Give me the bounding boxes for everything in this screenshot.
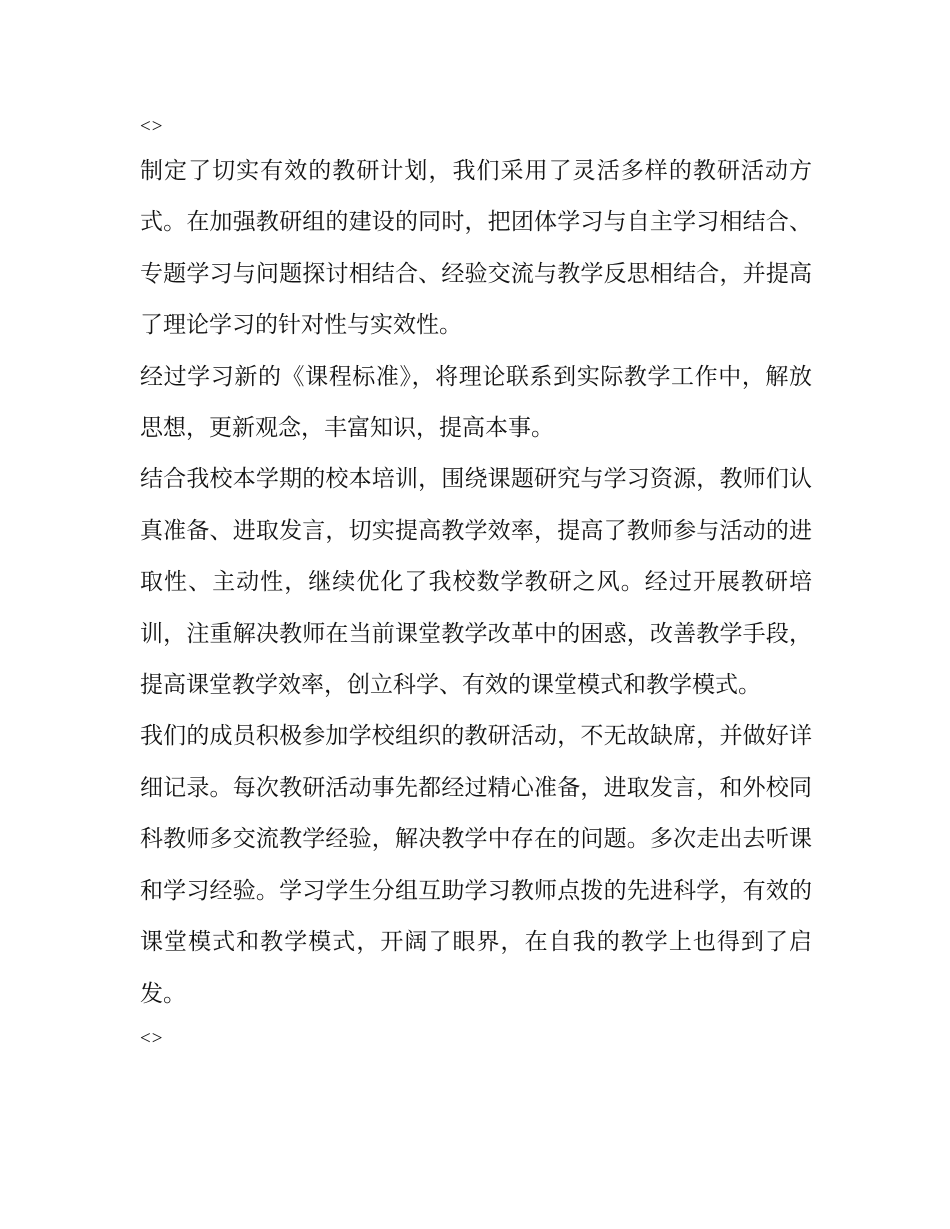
section-marker-top: <> — [140, 116, 164, 137]
paragraph-research-activities: 我们的成员积极参加学校组织的教研活动，不无故缺席，并做好详细记录。每次教研活动事先都经过精心准备，进取发言，和外校同科教师多交流教学经验，解决教学中存在的问题。多次走出去听课和学习经验。学习学生分组互助学习教师点拨的先进科学，有效的课堂模式和教学模式，开阔了眼界，在自我的教学上也得到了启发。 — [140, 723, 812, 1007]
paragraph-school-training: 结合我校本学期的校本培训，围绕课题研究与学习资源，教师们认真准备、进取发言，切实提高教学效率，提高了教师参与活动的进取性、主动性，继续优化了我校数学教研之风。经过开展教研培训，注重解决教师在当前课堂教学改革中的困惑，改善教学手段，提高课堂教学效率，创立科学、有效的课堂模式和教学模式。 — [140, 466, 812, 699]
section-marker-bottom: <> — [140, 1027, 164, 1049]
paragraph-curriculum-standard: 经过学习新的《课程标准》，将理论联系到实际教学工作中，解放思想，更新观念，丰富知识，提高本事。 — [140, 363, 812, 442]
document-body — [140, 108, 812, 1058]
paragraph-teaching-plan: 制定了切实有效的教研计划，我们采用了灵活多样的教研活动方式。在加强教研组的建设的同时，把团体学习与自主学习相结合、专题学习与问题探讨相结合、经验交流与教学反思相结合，并提高了理论学习的针对性与实效性。 — [140, 158, 812, 339]
